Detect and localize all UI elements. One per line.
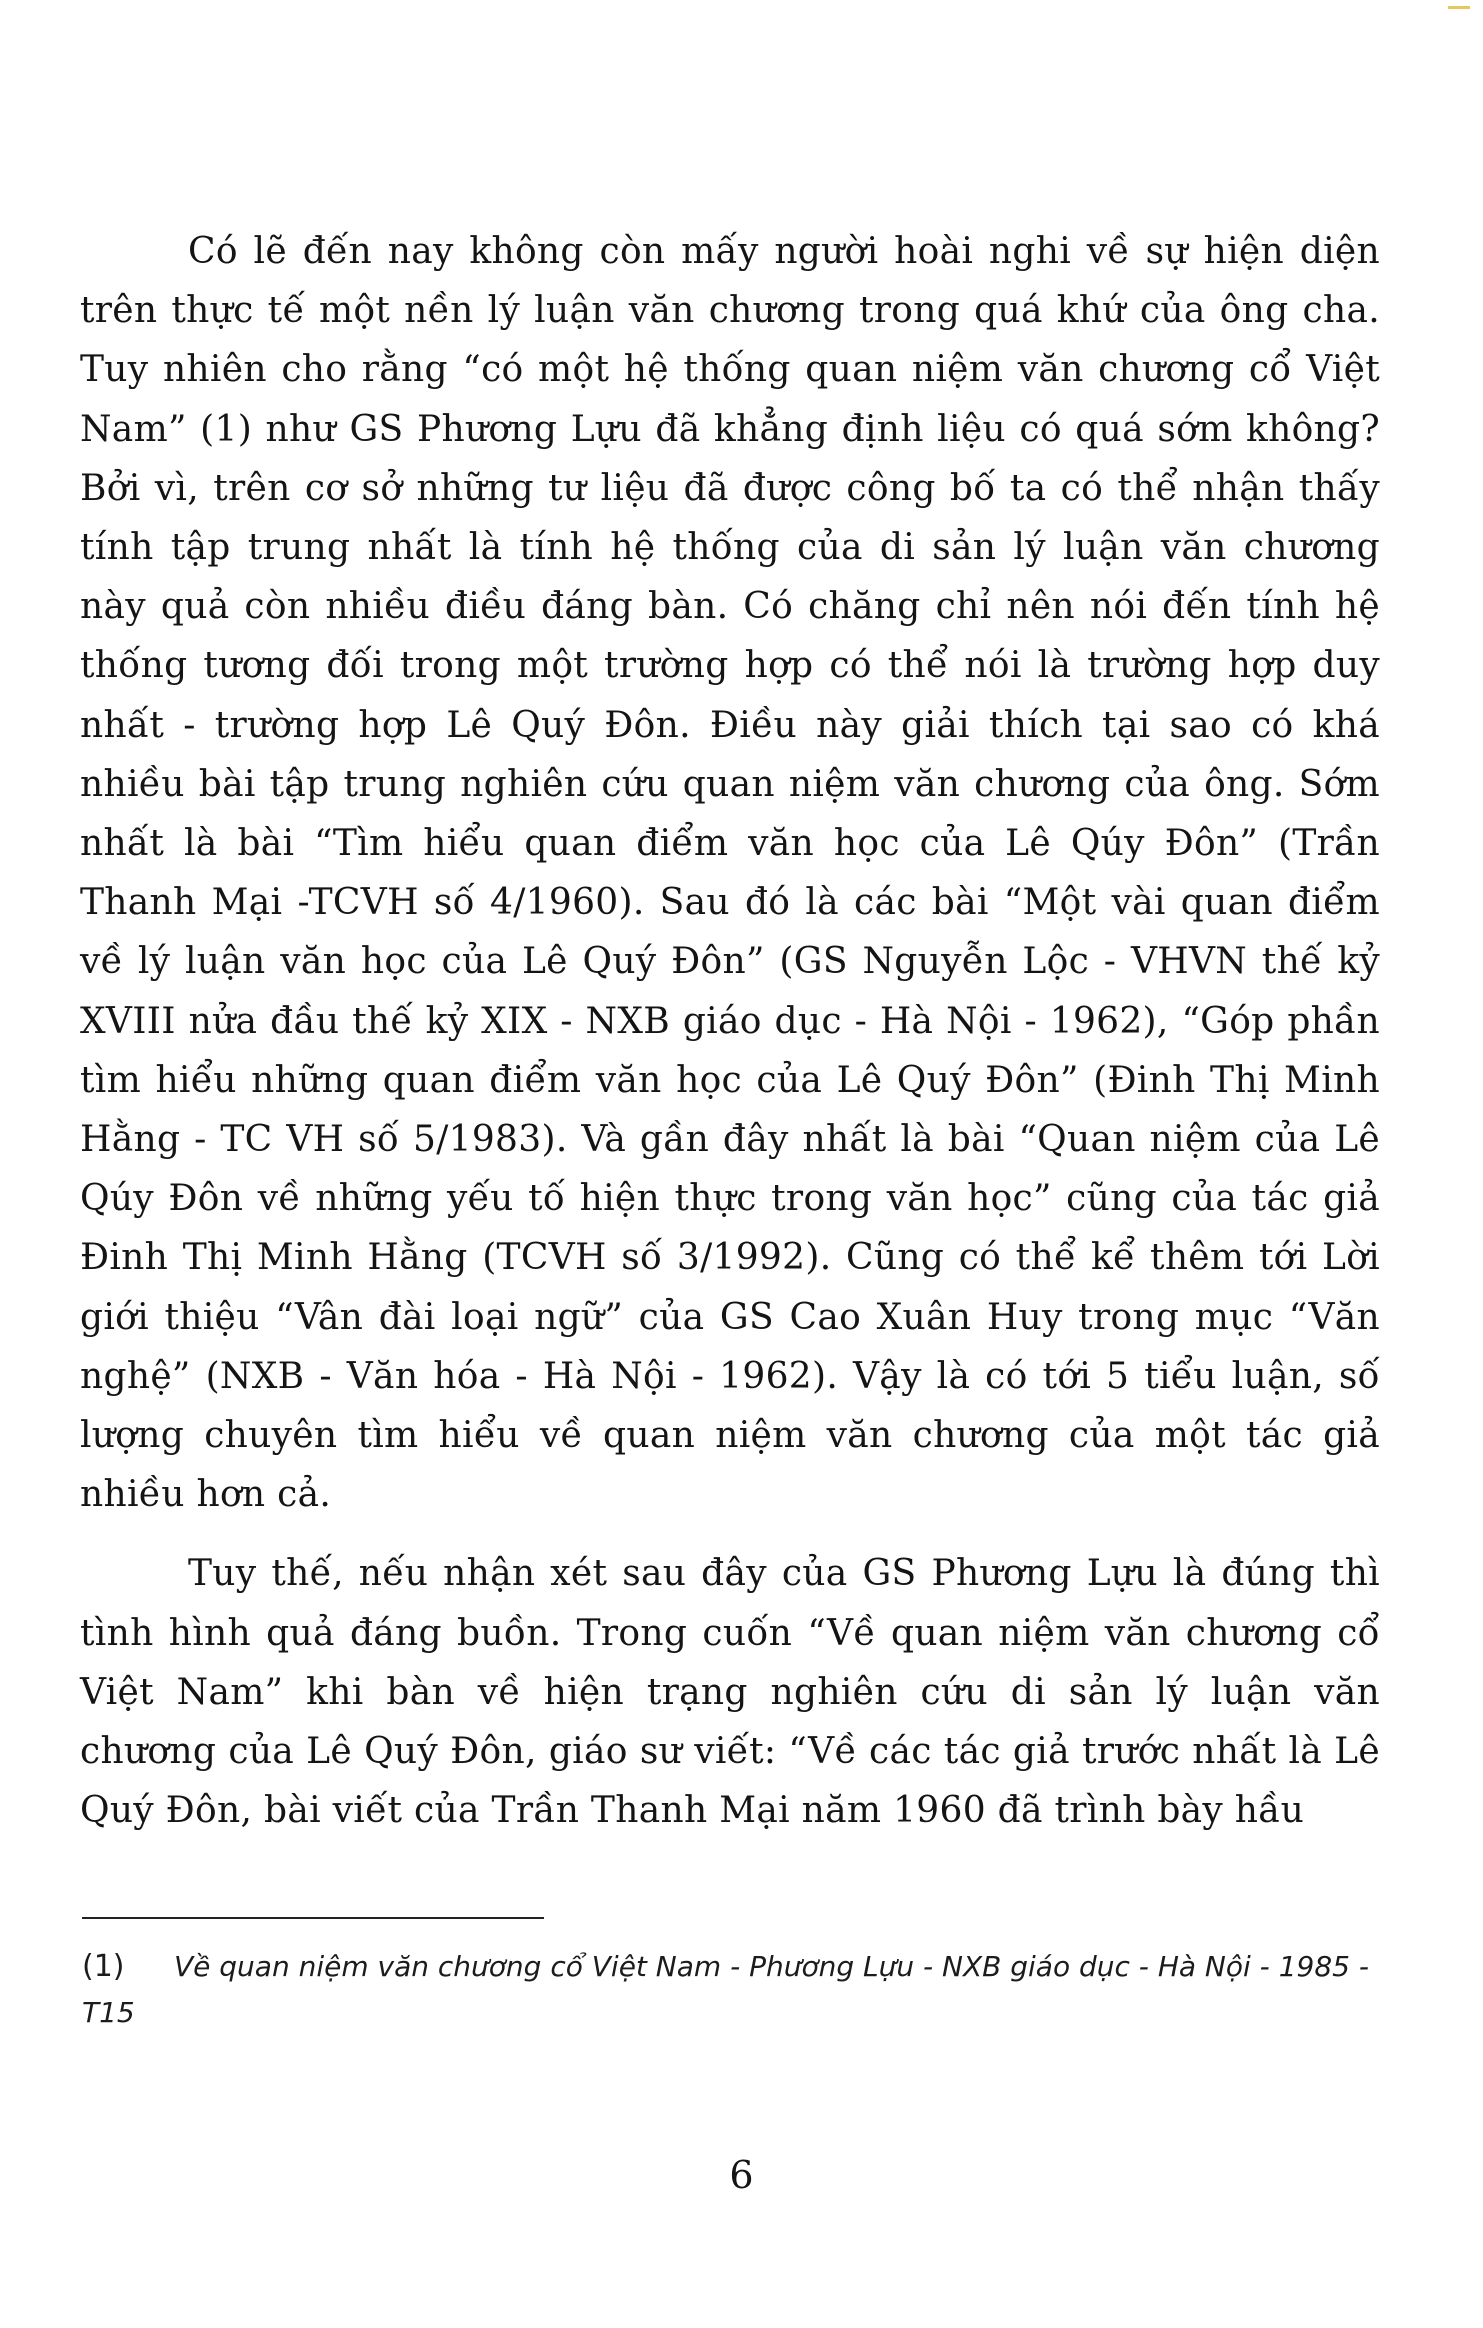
page-number: 6 — [729, 2153, 754, 2197]
body-text — [80, 222, 1380, 1840]
footnote-text: Về quan niệm văn chương cổ Việt Nam - Phương Lựu - NXB giáo dục - Hà Nội - 1985 - T15 — [82, 1950, 1369, 2029]
paragraph-2: Tuy thế, nếu nhận xét sau đây của GS Phương Lựu là đúng thì tình hình quả đáng buồn. Trong cuốn “Về quan niệm văn chương cổ Việt Nam” khi bàn về hiện trạng nghiên cứu di sản lý luận văn chương của Lê Quý Đôn, giáo sư viết: “Về các tác giả trước nhất là Lê Quý Đôn, bài viết của Trần Thanh Mại năm 1960 đã trình bày hầu — [80, 1553, 1380, 1832]
footnote — [82, 1944, 1382, 2036]
paragraph-1: Có lẽ đến nay không còn mấy người hoài nghi về sự hiện diện trên thực tế một nền lý luận văn chương trong quá khứ của ông cha. Tuy nhiên cho rằng “có một hệ thống quan niệm văn chương cổ Việt Nam” (1) như GS Phương Lựu đã khẳng định liệu có quá sớm không? Bởi vì, trên cơ sở những tư liệu đã được công bố ta có thể nhận thấy tính tập trung nhất là tính hệ thống của di sản lý luận văn chương này quả còn nhiều điều đáng bàn. Có chăng chỉ nên nói đến tính hệ thống tương đối trong một trường hợp có thể nói là trường hợp duy nhất - trường hợp Lê Quý Đôn. Điều này giải thích tại sao có khá nhiều bài tập trung nghiên cứu quan niệm văn chương của ông. Sớm nhất là bài “Tìm hiểu quan điểm văn học của Lê Qúy Đôn” (Trần Thanh Mại -TCVH số 4/1960). Sau đó là các bài “Một vài quan điểm về lý luận văn học của Lê Quý Đôn” (GS Nguyễn Lộc - VHVN thế kỷ XVIII nửa đầu thế kỷ XIX - NXB giáo dục - Hà Nội - 1962), “Góp phần tìm hiểu những quan điểm văn học của Lê Quý Đôn” (Đinh Thị Minh Hằng - TC VH số 5/1983). Và gần đây nhất là bài “Quan niệm của Lê Qúy Đôn về những yếu tố hiện thực trong văn học” cũng của tác giả Đinh Thị Minh Hằng (TCVH số 3/1992). Cũng có thể kể thêm tới Lời giới thiệu “Vân đài loại ngữ” của GS Cao Xuân Huy trong mục “Văn nghệ” (NXB - Văn hóa - Hà Nội - 1962). Vậy là có tới 5 tiểu luận, số lượng chuyên tìm hiểu về quan niệm văn chương của một tác giả nhiều hơn cả. — [80, 231, 1380, 1516]
footnote-mark: (1) — [82, 1949, 125, 1984]
scan-artifact — [1448, 6, 1470, 9]
footnote-divider — [82, 1917, 544, 1919]
